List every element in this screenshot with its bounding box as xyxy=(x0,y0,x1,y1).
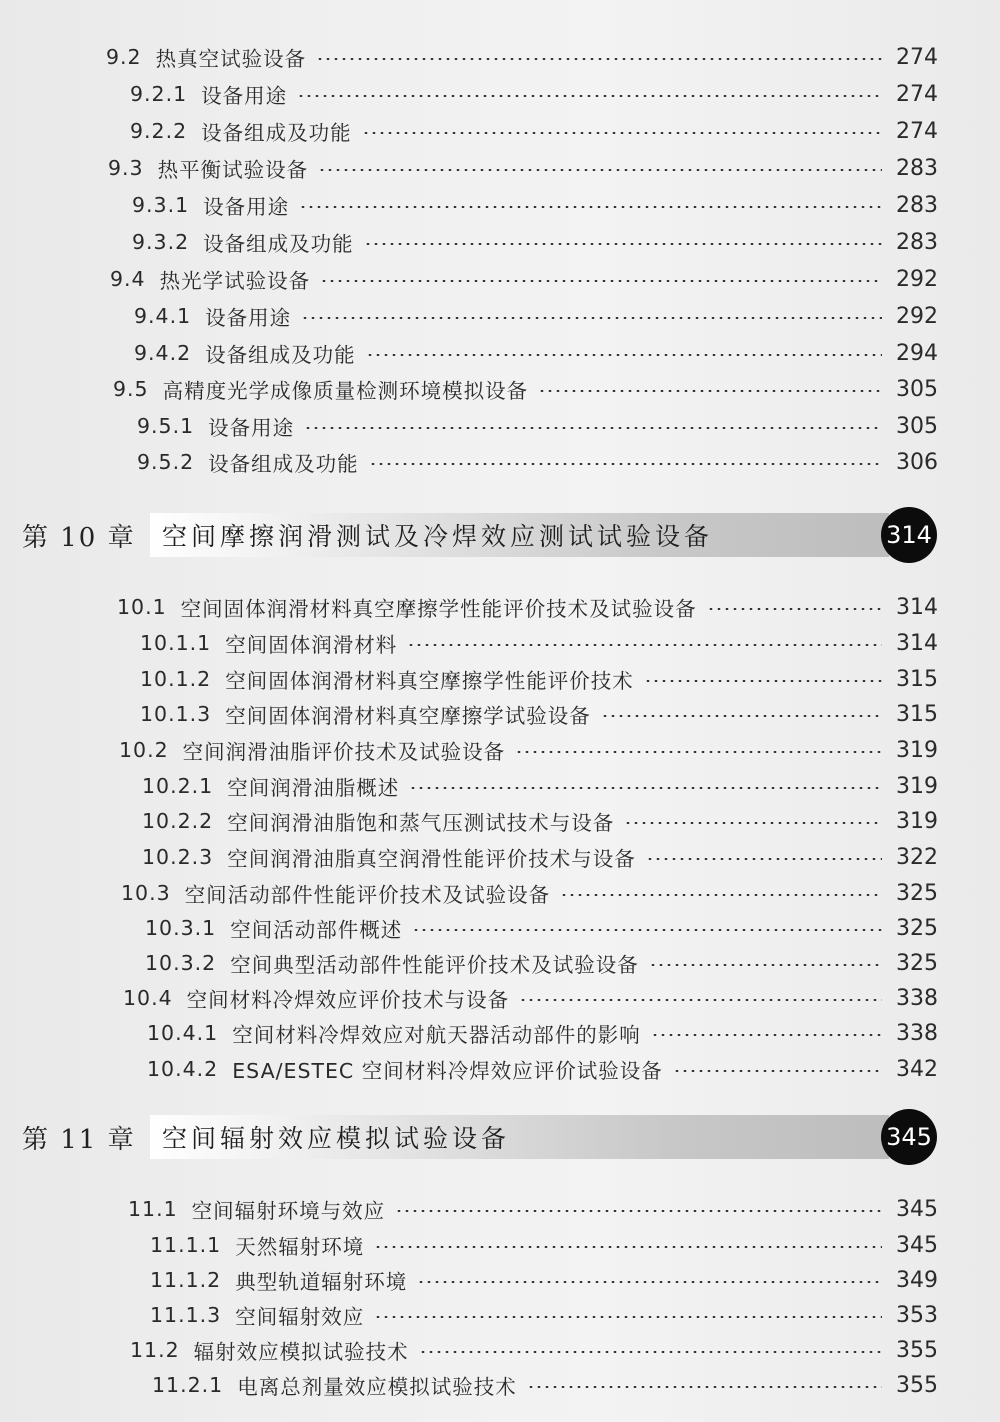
entry-page-number: 306 xyxy=(896,449,938,475)
entry-number: 9.5 xyxy=(113,377,149,401)
toc-entry[interactable] xyxy=(130,1333,938,1367)
dot-leader xyxy=(374,1246,882,1248)
toc-entry[interactable] xyxy=(150,1263,938,1297)
dot-leader xyxy=(417,1281,882,1283)
entry-title: 高精度光学成像质量检测环境模拟设备 xyxy=(162,379,529,403)
dot-leader xyxy=(646,858,882,860)
entry-number: 10.2.1 xyxy=(142,774,214,798)
entry-number: 11.1.2 xyxy=(150,1268,222,1292)
entry-number: 9.2.1 xyxy=(130,82,188,106)
entry-number: 10.1 xyxy=(117,595,167,619)
dot-leader xyxy=(364,243,882,245)
entry-page-number: 338 xyxy=(896,985,938,1011)
toc-entry[interactable] xyxy=(142,769,938,803)
toc-entry[interactable] xyxy=(134,336,938,370)
entry-title: 空间辐射环境与效应 xyxy=(191,1199,386,1223)
entry-page-number: 325 xyxy=(896,950,938,976)
entry-title: 空间固体润滑材料 xyxy=(225,633,398,657)
entry-title: 设备组成及功能 xyxy=(201,121,352,145)
entry-title: 设备组成及功能 xyxy=(205,343,356,367)
entry-page-number: 274 xyxy=(896,118,938,144)
entry-page-number: 274 xyxy=(896,44,938,70)
entry-title: ESA/ESTEC 空间材料冷焊效应评价试验设备 xyxy=(232,1059,663,1083)
chapter-title: 空间辐射效应模拟试验设备 xyxy=(150,1115,889,1159)
entry-number: 9.4.1 xyxy=(134,304,192,328)
toc-entry[interactable] xyxy=(134,299,938,333)
toc-entry[interactable] xyxy=(140,662,938,696)
entry-title: 空间润滑油脂概述 xyxy=(227,776,400,800)
entry-number: 9.2 xyxy=(106,45,142,69)
toc-entry[interactable] xyxy=(147,1052,938,1086)
toc-entry[interactable] xyxy=(132,188,938,222)
entry-title: 空间活动部件性能评价技术及试验设备 xyxy=(184,883,551,907)
entry-title: 辐射效应模拟试验技术 xyxy=(193,1340,409,1364)
dot-leader xyxy=(601,715,882,717)
dot-leader xyxy=(560,894,882,896)
dot-leader xyxy=(538,390,882,392)
toc-entry[interactable] xyxy=(145,911,938,945)
toc-entry[interactable] xyxy=(150,1228,938,1262)
entry-number: 10.1.2 xyxy=(140,667,212,691)
entry-title: 空间固体润滑材料真空摩擦学试验设备 xyxy=(225,704,591,728)
dot-leader xyxy=(297,95,882,97)
chapter-page-badge: 345 xyxy=(881,1109,937,1165)
entry-number: 11.1.1 xyxy=(150,1233,222,1257)
entry-number: 9.5.2 xyxy=(137,450,195,474)
toc-entry[interactable] xyxy=(108,151,938,185)
entry-page-number: 319 xyxy=(896,773,938,799)
entry-number: 10.1.1 xyxy=(140,631,212,655)
dot-leader xyxy=(407,644,882,646)
dot-leader xyxy=(320,280,882,282)
entry-page-number: 322 xyxy=(896,844,938,870)
chapter-label: 第 10 章 xyxy=(22,522,136,553)
toc-entry[interactable] xyxy=(121,876,938,910)
entry-page-number: 319 xyxy=(896,737,938,763)
entry-number: 11.1 xyxy=(128,1197,178,1221)
entry-title: 空间辐射效应 xyxy=(235,1305,365,1329)
entry-title: 空间润滑油脂饱和蒸气压测试技术与设备 xyxy=(227,811,615,835)
dot-leader xyxy=(318,169,882,171)
chapter-title: 空间摩擦润滑测试及冷焊效应测试试验设备 xyxy=(150,513,889,557)
toc-entry[interactable] xyxy=(152,1368,938,1402)
toc-entry[interactable] xyxy=(150,1298,938,1332)
entry-title: 设备组成及功能 xyxy=(208,452,359,476)
dot-leader xyxy=(649,964,882,966)
toc-entry[interactable] xyxy=(140,626,938,660)
entry-number: 10.3 xyxy=(121,881,171,905)
entry-number: 11.2.1 xyxy=(152,1373,224,1397)
entry-title: 空间润滑油脂评价技术及试验设备 xyxy=(182,740,506,764)
entry-title: 空间材料冷焊效应评价技术与设备 xyxy=(186,988,510,1012)
dot-leader xyxy=(301,317,882,319)
entry-title: 空间润滑油脂真空润滑性能评价技术与设备 xyxy=(227,847,636,871)
toc-entry[interactable] xyxy=(142,804,938,838)
entry-page-number: 283 xyxy=(896,192,938,218)
entry-title: 设备用途 xyxy=(208,416,295,440)
entry-number: 9.5.1 xyxy=(137,414,195,438)
chapter-label: 第 11 章 xyxy=(22,1124,136,1155)
entry-title: 天然辐射环境 xyxy=(235,1235,365,1259)
entry-page-number: 355 xyxy=(896,1337,938,1363)
entry-number: 10.3.2 xyxy=(145,951,217,975)
entry-page-number: 325 xyxy=(896,915,938,941)
entry-page-number: 315 xyxy=(896,666,938,692)
entry-page-number: 345 xyxy=(896,1232,938,1258)
toc-entry[interactable] xyxy=(145,946,938,980)
entry-page-number: 283 xyxy=(896,229,938,255)
dot-leader xyxy=(515,751,882,753)
entry-page-number: 292 xyxy=(896,266,938,292)
entry-title: 空间固体润滑材料真空摩擦学性能评价技术及试验设备 xyxy=(180,597,697,621)
toc-entry[interactable] xyxy=(128,1192,938,1226)
toc-entry[interactable] xyxy=(117,590,938,624)
entry-number: 9.4.2 xyxy=(134,341,192,365)
dot-leader xyxy=(299,206,882,208)
entry-page-number: 325 xyxy=(896,880,938,906)
entry-number: 10.2 xyxy=(119,738,169,762)
entry-page-number: 314 xyxy=(896,630,938,656)
toc-entry[interactable] xyxy=(106,40,938,74)
entry-page-number: 292 xyxy=(896,303,938,329)
chapter-10-heading[interactable] xyxy=(22,510,937,560)
entry-number: 11.1.3 xyxy=(150,1303,222,1327)
entry-number: 9.3.2 xyxy=(132,230,190,254)
toc-entry[interactable] xyxy=(130,114,938,148)
dot-leader xyxy=(412,929,882,931)
entry-title: 热真空试验设备 xyxy=(155,47,307,71)
entry-number: 10.4.2 xyxy=(147,1057,219,1081)
entry-title: 空间典型活动部件性能评价技术及试验设备 xyxy=(230,953,639,977)
toc-entry[interactable] xyxy=(113,372,938,406)
entry-page-number: 355 xyxy=(896,1372,938,1398)
entry-page-number: 353 xyxy=(896,1302,938,1328)
dot-leader xyxy=(673,1070,882,1072)
entry-title: 设备用途 xyxy=(205,306,292,330)
entry-number: 9.4 xyxy=(110,267,146,291)
entry-page-number: 338 xyxy=(896,1020,938,1046)
dot-leader xyxy=(369,463,882,465)
entry-title: 热平衡试验设备 xyxy=(157,158,309,182)
entry-number: 9.3.1 xyxy=(132,193,190,217)
entry-page-number: 345 xyxy=(896,1196,938,1222)
entry-number: 10.1.3 xyxy=(140,702,212,726)
entry-page-number: 319 xyxy=(896,808,938,834)
entry-title: 典型轨道辐射环境 xyxy=(235,1270,408,1294)
dot-leader xyxy=(316,58,882,60)
entry-number: 10.2.3 xyxy=(142,845,214,869)
dot-leader xyxy=(527,1386,882,1388)
entry-page-number: 314 xyxy=(896,594,938,620)
toc-entry[interactable] xyxy=(132,225,938,259)
toc-entry[interactable] xyxy=(147,1016,938,1050)
toc-entry[interactable] xyxy=(140,697,938,731)
entry-number: 10.2.2 xyxy=(142,809,214,833)
entry-page-number: 305 xyxy=(896,413,938,439)
dot-leader xyxy=(362,132,882,134)
entry-number: 9.2.2 xyxy=(130,119,188,143)
entry-title: 设备用途 xyxy=(203,195,290,219)
dot-leader xyxy=(624,822,882,824)
dot-leader xyxy=(651,1034,882,1036)
entry-title: 设备组成及功能 xyxy=(203,232,354,256)
toc-entry[interactable] xyxy=(137,445,938,479)
toc-entry[interactable] xyxy=(123,981,938,1015)
entry-title: 空间活动部件概述 xyxy=(230,918,403,942)
entry-number: 10.4.1 xyxy=(147,1021,219,1045)
entry-title: 热光学试验设备 xyxy=(159,269,311,293)
toc-entry[interactable] xyxy=(130,77,938,111)
dot-leader xyxy=(644,680,882,682)
dot-leader xyxy=(419,1351,882,1353)
entry-title: 设备用途 xyxy=(201,84,288,108)
dot-leader xyxy=(519,999,882,1001)
toc-entry[interactable] xyxy=(110,262,938,296)
toc-entry[interactable] xyxy=(119,733,938,767)
toc-entry[interactable] xyxy=(137,409,938,443)
chapter-page-badge: 314 xyxy=(881,507,937,563)
entry-title: 空间固体润滑材料真空摩擦学性能评价技术 xyxy=(225,669,634,693)
entry-number: 10.3.1 xyxy=(145,916,217,940)
dot-leader xyxy=(366,354,882,356)
dot-leader xyxy=(395,1210,882,1212)
entry-page-number: 294 xyxy=(896,340,938,366)
chapter-11-heading[interactable] xyxy=(22,1112,937,1162)
entry-page-number: 274 xyxy=(896,81,938,107)
entry-number: 10.4 xyxy=(123,986,173,1010)
entry-number: 11.2 xyxy=(130,1338,180,1362)
dot-leader xyxy=(707,608,882,610)
dot-leader xyxy=(374,1316,882,1318)
entry-title: 电离总剂量效应模拟试验技术 xyxy=(237,1375,517,1399)
entry-page-number: 342 xyxy=(896,1056,938,1082)
entry-page-number: 283 xyxy=(896,155,938,181)
entry-page-number: 315 xyxy=(896,701,938,727)
entry-page-number: 349 xyxy=(896,1267,938,1293)
entry-number: 9.3 xyxy=(108,156,144,180)
dot-leader xyxy=(409,787,882,789)
entry-page-number: 305 xyxy=(896,376,938,402)
dot-leader xyxy=(304,427,882,429)
entry-title: 空间材料冷焊效应对航天器活动部件的影响 xyxy=(232,1023,641,1047)
toc-entry[interactable] xyxy=(142,840,938,874)
